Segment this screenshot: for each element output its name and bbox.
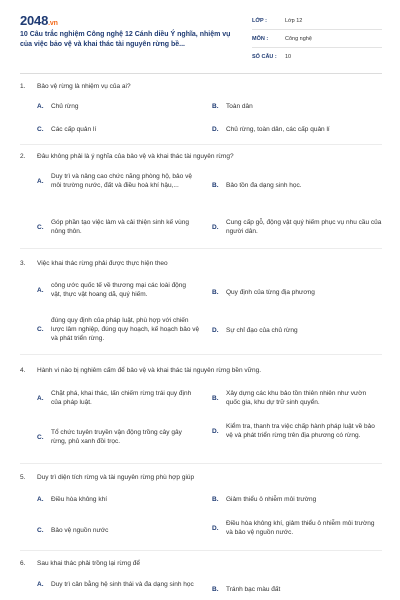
meta-value: Lớp 12 (285, 17, 303, 24)
option-text: Sự chỉ đạo của chủ rừng (226, 327, 298, 334)
option-1d[interactable] (212, 125, 382, 134)
question-number: 6. (20, 560, 26, 567)
option-text: Các cấp quản lí (51, 126, 97, 133)
question-title (20, 82, 382, 91)
option-3c[interactable] (37, 316, 202, 343)
option-letter: D. (212, 223, 219, 231)
option-letter: A. (37, 177, 44, 185)
option-2a[interactable] (37, 172, 197, 190)
question-4 (20, 366, 382, 375)
meta-value: Công nghệ (285, 35, 312, 42)
option-2d[interactable] (212, 218, 382, 236)
option-text: Tổ chức tuyên truyền vận động trồng cây gây rừng, phủ xanh đồi trọc. (51, 429, 182, 445)
option-text: Giảm thiểu ô nhiễm môi trường (226, 496, 317, 503)
question-number: 4. (20, 367, 26, 374)
option-5d[interactable] (212, 519, 382, 537)
meta-row-count (252, 48, 382, 66)
option-1a[interactable] (37, 102, 187, 111)
option-5c[interactable] (37, 526, 197, 535)
question-number: 2. (20, 153, 26, 160)
option-text: Tránh bạc màu đất (226, 586, 281, 593)
question-text: Sau khai thác phải trồng lại rừng để (37, 560, 141, 567)
site-logo[interactable] (20, 13, 58, 28)
option-text: Duy trì và nâng cao chức năng phòng hộ, bảo vệ môi trường nước, đất và điều hoà khí hậu,... (51, 173, 192, 189)
option-letter: B. (212, 586, 219, 593)
option-2c[interactable] (37, 218, 197, 236)
logo-main-text: 2048 (20, 13, 49, 28)
option-text: Toàn dân (226, 103, 253, 110)
question-title (20, 473, 382, 482)
option-text: Bảo tồn đa dạng sinh học. (226, 182, 302, 189)
question-text: Đâu không phải là ý nghĩa của bảo vệ và khai thác tài nguyên rừng? (37, 153, 234, 160)
option-4b[interactable] (212, 389, 382, 407)
option-6b[interactable] (212, 585, 382, 594)
option-text: Cung cấp gỗ, động vật quý hiếm phục vụ nhu cầu của người dân. (226, 219, 382, 235)
option-text: Xây dựng các khu bảo tồn thiên nhiên như vườn quốc gia, khu dự trữ sinh quyển. (226, 390, 367, 406)
header-divider (20, 73, 382, 74)
question-divider (20, 248, 382, 249)
option-text: Bảo vệ nguồn nước (51, 527, 109, 534)
question-divider (20, 463, 382, 464)
meta-label: LỚP : (252, 17, 267, 24)
option-letter: D. (212, 427, 219, 435)
meta-info-table (252, 12, 382, 66)
option-letter: B. (212, 496, 219, 503)
question-3 (20, 259, 382, 268)
option-letter: C. (37, 527, 44, 534)
logo-suffix-text: .vn (48, 20, 58, 27)
document-header (0, 0, 400, 72)
question-number: 5. (20, 474, 26, 481)
option-text: Điều hòa không khí, giảm thiểu ô nhiễm môi trường và bảo vệ nguồn nước. (226, 520, 375, 536)
option-letter: A. (37, 496, 44, 503)
question-2 (20, 152, 382, 161)
option-letter: A. (37, 581, 44, 588)
option-text: đúng quy định của pháp luật, phù hợp với chiến lược lâm nghiệp, đúng quy hoạch, kế hoạch bảo vệ và phát triển rừng. (51, 317, 200, 342)
option-text: Góp phần tạo việc làm và cải thiện sinh kế vùng nông thôn. (51, 219, 190, 235)
question-5 (20, 473, 382, 482)
option-5b[interactable] (212, 495, 382, 504)
question-divider (20, 550, 382, 551)
option-4c[interactable] (37, 428, 197, 446)
question-number: 1. (20, 83, 26, 90)
meta-row-class (252, 12, 382, 30)
option-letter: A. (37, 394, 44, 402)
option-3a[interactable] (37, 281, 197, 299)
option-letter: C. (37, 223, 44, 231)
question-title (20, 366, 382, 375)
option-letter: A. (37, 286, 44, 294)
option-letter: B. (212, 289, 219, 296)
question-divider (20, 144, 382, 145)
question-title (20, 559, 382, 568)
option-letter: D. (212, 327, 219, 334)
question-text: Việc khai thác rừng phải được thực hiện theo (37, 260, 168, 267)
question-1 (20, 82, 382, 91)
option-3b[interactable] (212, 288, 382, 297)
meta-label: MÔN : (252, 35, 269, 42)
option-text: Điều hòa không khí (51, 496, 108, 503)
option-letter: D. (212, 524, 219, 532)
option-text: Chặt phá, khai thác, lấn chiếm rừng trái quy định của pháp luật. (51, 390, 192, 406)
meta-value: 10 (285, 54, 292, 60)
option-letter: B. (212, 103, 219, 110)
option-text: Duy trì cân bằng hệ sinh thái và đa dạng sinh học (51, 581, 194, 588)
question-title (20, 259, 382, 268)
option-text: Chủ rừng (51, 103, 79, 110)
option-text: Quy định của từng địa phương (226, 289, 315, 296)
option-text: công ước quốc tế về thương mại các loài động vật, thực vật hoang dã, quý hiếm. (51, 282, 187, 298)
option-letter: A. (37, 103, 44, 110)
option-text: Chủ rừng, toàn dân, các cấp quản lí (226, 126, 330, 133)
question-6 (20, 559, 382, 568)
option-4a[interactable] (37, 389, 197, 407)
option-letter: B. (212, 394, 219, 402)
document-title: 10 Câu trắc nghiệm Công nghệ 12 Cánh diều Ý nghĩa, nhiệm vụ của việc bảo vệ và khai thác tài nguyên rừng bề... (20, 31, 231, 48)
option-2b[interactable] (212, 181, 382, 190)
option-5a[interactable] (37, 495, 197, 504)
meta-row-subject (252, 30, 382, 48)
option-letter: C. (37, 433, 44, 441)
option-4d[interactable] (212, 422, 382, 440)
option-1b[interactable] (212, 102, 382, 111)
option-3d[interactable] (212, 326, 382, 335)
question-text: Hành vi nào bị nghiêm cấm để bảo vệ và khai thác tài nguyên rừng bền vững. (37, 367, 262, 374)
question-title (20, 152, 382, 161)
option-6a[interactable] (37, 580, 197, 589)
option-letter: B. (212, 182, 219, 189)
option-letter: D. (212, 126, 219, 133)
option-letter: C. (37, 126, 44, 133)
question-text: Bảo vệ rừng là nhiệm vụ của ai? (37, 83, 131, 90)
meta-label: SỐ CÂU : (252, 54, 277, 60)
question-number: 3. (20, 260, 26, 267)
option-1c[interactable] (37, 125, 187, 134)
option-text: Kiểm tra, thanh tra việc chấp hành pháp luật về bảo vệ và phát triển rừng trên địa phương có rừng. (226, 423, 375, 439)
question-divider (20, 354, 382, 355)
question-text: Duy trì diện tích rừng và tài nguyên rừng phù hợp giúp (37, 474, 195, 481)
option-letter: C. (37, 326, 44, 333)
